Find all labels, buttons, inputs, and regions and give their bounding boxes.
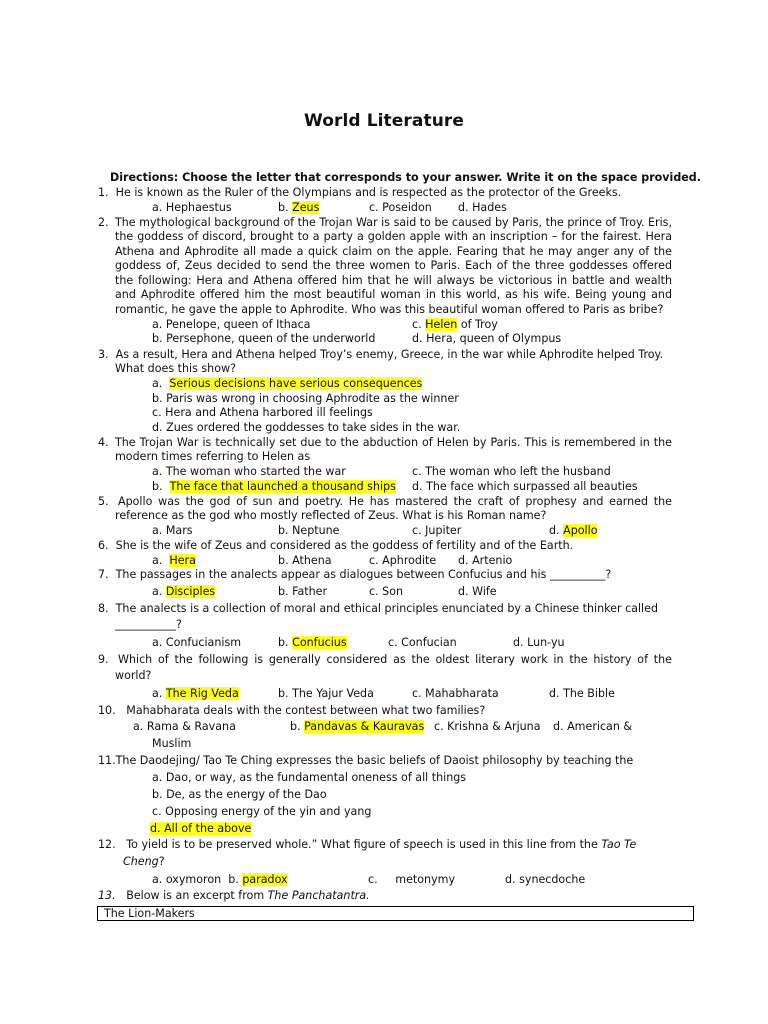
q12-line-2: Cheng? xyxy=(123,855,165,868)
q8-option-a: a. Confucianism xyxy=(152,636,242,649)
q3-option-c: c. Hera and Athena harbored ill feelings xyxy=(152,406,373,419)
q2-number: 2. xyxy=(98,216,109,229)
q11-option-c: c. Opposing energy of the yin and yang xyxy=(152,805,372,818)
q2-line-6: and Aphrodite offered him the most beautiful woman in this world, as his wife. Being young and xyxy=(115,288,672,301)
q8-line-2: ___________? xyxy=(115,618,182,631)
q5-option-a: a. Mars xyxy=(152,524,193,537)
q2-option-c: c. Helen of Troy xyxy=(412,318,498,331)
q7-option-d: d. Wife xyxy=(458,585,497,598)
q10-option-b: b. Pandavas & Kauravas xyxy=(290,720,425,733)
directions: Directions: Choose the letter that corresponds to your answer. Write it on the space provided. xyxy=(110,171,701,184)
answer-highlight: Disciples xyxy=(165,585,216,598)
answer-highlight: Pandavas & Kauravas xyxy=(304,720,425,733)
answer-highlight: Apollo xyxy=(563,524,598,537)
q2-line-2: the goddess of discord, brought to a party a golden apple with an inscription – for the fairest. Hera xyxy=(115,230,672,243)
q12-options-ab: a. oxymoron b. paradox xyxy=(152,873,288,886)
q5-option-c: c. Jupiter xyxy=(412,524,462,537)
answer-highlight: The Rig Veda xyxy=(165,687,239,700)
q10-option-d-continued: Muslim xyxy=(152,737,192,750)
q1-option-a: a. Hephaestus xyxy=(152,201,232,214)
q10-option-d: d. American & xyxy=(553,720,633,733)
answer-highlight: Helen xyxy=(425,318,458,331)
question-7: 7. The passages in the analects appear as dialogues between Confucius and his __________? xyxy=(98,568,612,581)
q9-option-a: a. The Rig Veda xyxy=(152,687,239,700)
q5-line-2: reference as the god who mostly reflected of Zeus. What is his Roman name? xyxy=(115,509,547,522)
question-11: 11.The Daodejing/ Tao Te Ching expresses the basic beliefs of Daoist philosophy by teaching the xyxy=(98,754,634,767)
answer-highlight: The face that launched a thousand ships xyxy=(169,480,396,493)
answer-highlight: Zeus xyxy=(292,201,320,214)
answer-highlight: Hera xyxy=(169,554,196,567)
q4-option-b: b. The face that launched a thousand ships xyxy=(152,480,396,493)
q10-option-c: c. Krishna & Arjuna xyxy=(434,720,541,733)
q11-option-d xyxy=(150,822,251,837)
q3-line-2: What does this show? xyxy=(115,362,236,375)
q6-option-b: b. Athena xyxy=(278,554,332,567)
answer-highlight: d. All of the above xyxy=(150,822,252,835)
question-1: 1. He is known as the Ruler of the Olympians and is respected as the protector of the Greeks. xyxy=(98,186,622,199)
q2-line-3: Athena and Aphrodite all made a quick claim on the apple. Fearing that he may anger any of the xyxy=(115,245,672,258)
q5-number: 5. xyxy=(98,495,109,508)
q1-option-b: b. Zeus xyxy=(278,201,320,214)
q2-option-a: a. Penelope, queen of Ithaca xyxy=(152,318,311,331)
q4-line-1: The Trojan War is technically set due to the abduction of Helen by Paris. This is remembered in the xyxy=(115,436,672,449)
q7-option-b: b. Father xyxy=(278,585,328,598)
answer-highlight: paradox xyxy=(242,873,288,886)
q4-option-d: d. The face which surpassed all beauties xyxy=(412,480,638,493)
q9-option-b: b. The Yajur Veda xyxy=(278,687,374,700)
q5-option-d: d. Apollo xyxy=(549,524,598,537)
q9-line-2: world? xyxy=(115,669,152,682)
question-13: 13. Below is an excerpt from The Panchatantra. xyxy=(98,889,370,902)
q2-option-d: d. Hera, queen of Olympus xyxy=(412,332,562,345)
q11-option-b: b. De, as the energy of the Dao xyxy=(152,788,327,801)
question-6: 6. She is the wife of Zeus and considered as the goddess of fertility and of the Earth. xyxy=(98,539,574,552)
q1-option-d: d. Hades xyxy=(458,201,507,214)
q7-option-c: c. Son xyxy=(369,585,404,598)
answer-highlight: Confucius xyxy=(292,636,347,649)
q7-option-a: a. Disciples xyxy=(152,585,216,598)
document-title: World Literature xyxy=(303,111,465,131)
q4-option-a: a. The woman who started the war xyxy=(152,465,346,478)
excerpt-box: The Lion-Makers xyxy=(97,906,694,921)
q6-option-a: a. Hera xyxy=(152,554,196,567)
q1-option-c: c. Poseidon xyxy=(369,201,432,214)
question-3: 3. As a result, Hera and Athena helped Troy’s enemy, Greece, in the war while Aphrodite helped Troy. xyxy=(98,348,664,361)
q4-line-2: modern times referring to Helen as xyxy=(115,450,311,463)
q4-number: 4. xyxy=(98,436,109,449)
q2-option-b: b. Persephone, queen of the underworld xyxy=(152,332,376,345)
q10-option-a: a. Rama & Ravana xyxy=(133,720,236,733)
q8-option-b: b. Confucius xyxy=(278,636,347,649)
q12-option-d: d. synecdoche xyxy=(505,873,586,886)
q9-line-1: Which of the following is generally considered as the oldest literary work in the history of the xyxy=(118,653,672,666)
q5-option-b: b. Neptune xyxy=(278,524,340,537)
q6-option-c: c. Aphrodite xyxy=(369,554,437,567)
q12-option-c: c. metonymy xyxy=(368,873,456,886)
question-12: 12. To yield is to be preserved whole.” What figure of speech is used in this line from the Tao Te xyxy=(98,838,637,851)
q11-option-a: a. Dao, or way, as the fundamental oneness of all things xyxy=(152,771,467,784)
q8-option-d: d. Lun-yu xyxy=(513,636,565,649)
q3-option-d: d. Zues ordered the goddesses to take sides in the war. xyxy=(152,421,461,434)
q9-option-d: d. The Bible xyxy=(549,687,615,700)
question-10: 10. Mahabharata deals with the contest between what two families? xyxy=(98,704,486,717)
q2-line-1: The mythological background of the Trojan War is said to be caused by Paris, the prince of Troy. Eris, xyxy=(115,216,672,229)
q4-option-c: c. The woman who left the husband xyxy=(412,465,611,478)
q2-line-4: goddess of, Zeus decided to send the three women to Paris. Each of the three goddesses offered xyxy=(115,259,672,272)
q9-option-c: c. Mahabharata xyxy=(412,687,499,700)
q3-option-a: a. Serious decisions have serious consequences xyxy=(152,377,423,390)
q3-option-b: b. Paris was wrong in choosing Aphrodite as the winner xyxy=(152,392,459,405)
q8-option-c: c. Confucian xyxy=(388,636,457,649)
question-8: 8. The analects is a collection of moral and ethical principles enunciated by a Chinese thinker called xyxy=(98,602,659,615)
q5-line-1: Apollo was the god of sun and poetry. He has mastered the craft of prophesy and earned the xyxy=(118,495,672,508)
q2-line-7: romantic, he gave the apple to Aphrodite. Who was this beautiful woman offered to Paris as bribe? xyxy=(115,303,664,316)
q9-number: 9. xyxy=(98,653,109,666)
answer-highlight: Serious decisions have serious consequences xyxy=(169,377,423,390)
q6-option-d: d. Artenio xyxy=(458,554,513,567)
q2-line-5: the following: Hera and Athena offered him that he will always be victorious in battle and wealth xyxy=(115,274,672,287)
